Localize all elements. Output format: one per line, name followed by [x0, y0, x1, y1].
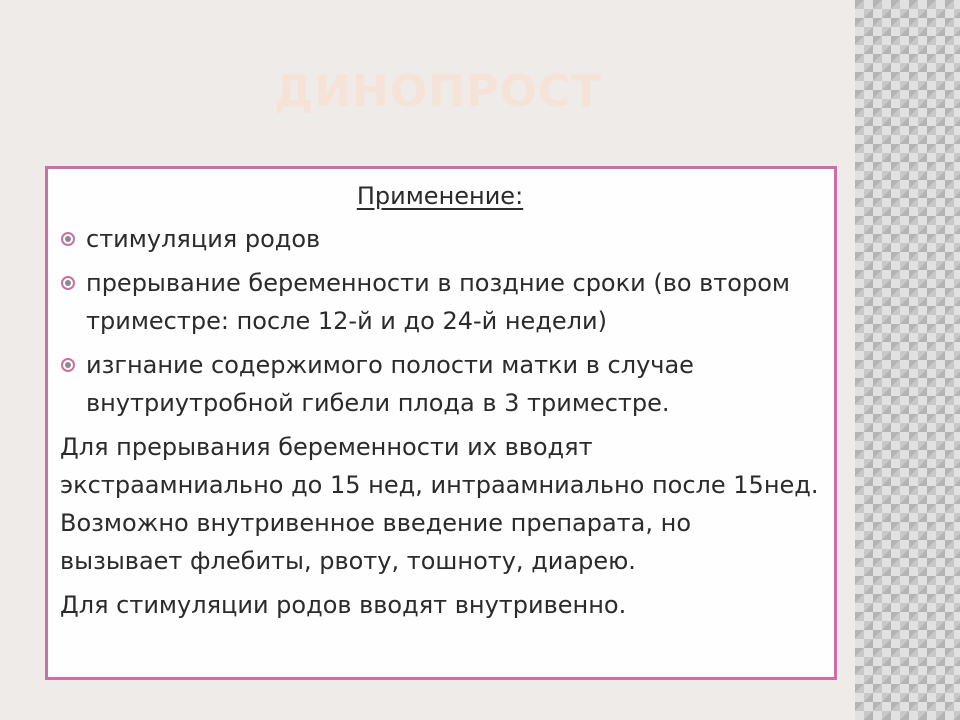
bullet-text: изгнание содержимого полости матки в случае внутриутробной гибели плода в 3 триместре. [86, 351, 694, 417]
body-paragraph: Для прерывания беременности их вводят экстраамниально до 15 нед, интраамниально после 15нед. Возможно внутривенное введение препарата, но вызывает флебиты, рвоту, тошноту, диарею. [60, 433, 819, 575]
bullet-item [60, 220, 820, 258]
bullet-item [60, 264, 820, 340]
decorative-side-panel [855, 0, 960, 720]
content-body [60, 177, 820, 630]
slide-title: ДИНОПРОСТ [274, 66, 603, 117]
bullet-list [60, 220, 820, 422]
bullet-text: прерывание беременности в поздние сроки (во втором триместре: после 12-й и до 24-й недели) [86, 269, 790, 335]
content-box [45, 166, 837, 680]
bullet-icon [61, 358, 75, 372]
section-heading: Применение: [356, 182, 524, 210]
bullet-item [60, 346, 820, 422]
body-paragraph: Для стимуляции родов вводят внутривенно. [60, 591, 627, 619]
bullet-icon [61, 276, 75, 290]
bullet-text: стимуляция родов [86, 225, 321, 253]
bullet-icon [61, 232, 75, 246]
